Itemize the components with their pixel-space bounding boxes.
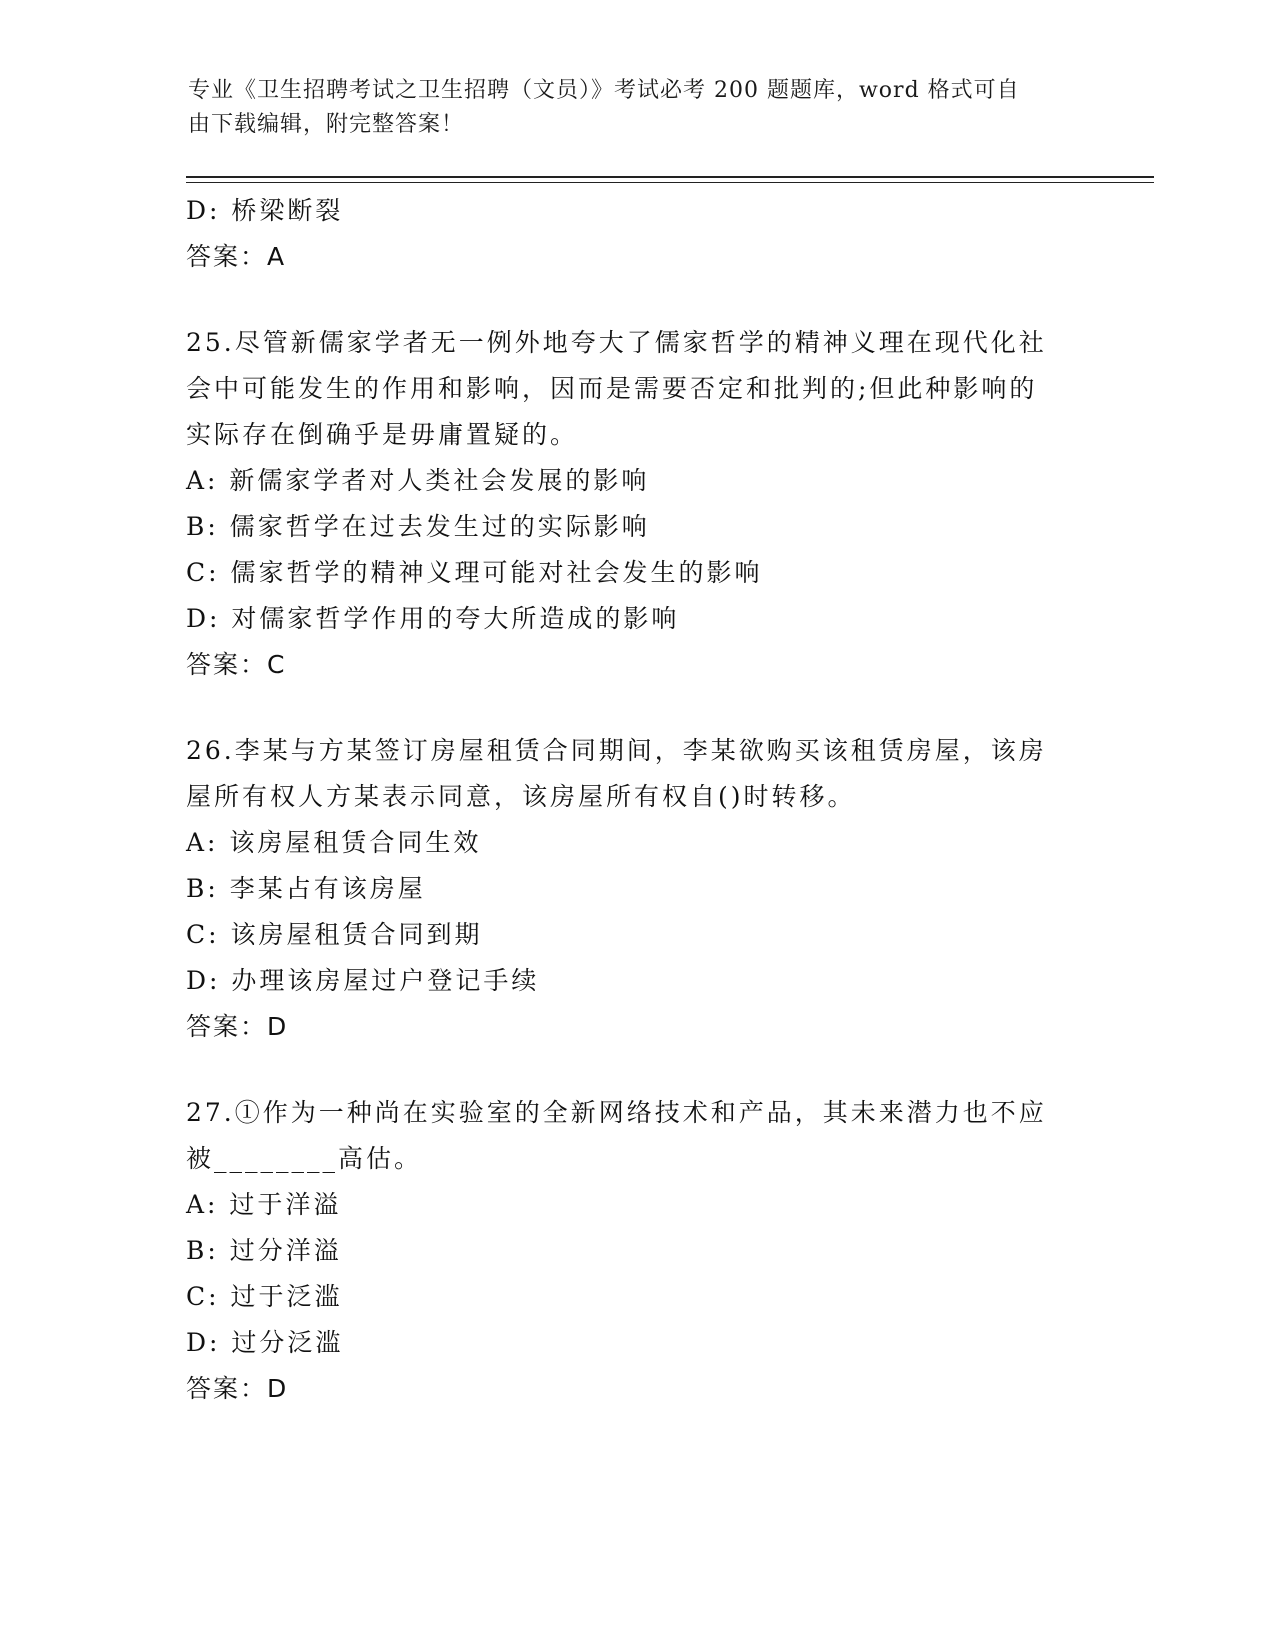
question-stem-line: 会中可能发生的作用和影响，因而是需要否定和批判的;但此种影响的 [186, 374, 1038, 403]
option-a: A: 新儒家学者对人类社会发展的影响 [186, 466, 650, 495]
question-stem-line: 27.①作为一种尚在实验室的全新网络技术和产品，其未来潜力也不应 [186, 1098, 1047, 1127]
question-stem-line: 26.李某与方某签订房屋租赁合同期间，李某欲购买该租赁房屋，该房 [186, 736, 1047, 765]
question-stem-line: 被________高估。 [186, 1144, 423, 1173]
previous-question-tail [186, 188, 1086, 280]
answer-line: 答案：D [186, 1374, 289, 1403]
option-c: C: 儒家哲学的精神义理可能对社会发生的影响 [186, 558, 763, 587]
option-a: A: 该房屋租赁合同生效 [186, 828, 482, 857]
option-b: B: 过分洋溢 [186, 1236, 342, 1265]
question-stem-line: 屋所有权人方某表示同意，该房屋所有权自()时转移。 [186, 782, 856, 811]
spacer [186, 1050, 1086, 1090]
spacer [186, 280, 1086, 320]
question-26 [186, 728, 1086, 1050]
option-b: B: 李某占有该房屋 [186, 874, 426, 903]
question-stem-line: 实际存在倒确乎是毋庸置疑的。 [186, 420, 579, 449]
question-27 [186, 1090, 1086, 1412]
option-c: C: 过于泛滥 [186, 1282, 343, 1311]
answer-line: 答案：C [186, 650, 287, 679]
document-body [186, 188, 1086, 1412]
header-divider-thin [186, 182, 1154, 183]
header-divider-thick [186, 176, 1154, 178]
header-line-1: 专业《卫生招聘考试之卫生招聘（文员）》考试必考 200 题题库，word 格式可自 [188, 78, 1020, 103]
answer-line: 答案：A [186, 242, 287, 271]
header-line-2: 由下载编辑，附完整答案！ [188, 112, 465, 137]
answer-line: 答案：D [186, 1012, 289, 1041]
option-d: D: 办理该房屋过户登记手续 [186, 966, 540, 995]
document-header [188, 74, 1068, 142]
option-d: D: 对儒家哲学作用的夸大所造成的影响 [186, 604, 680, 633]
option-d: D: 桥梁断裂 [186, 196, 344, 225]
option-d: D: 过分泛滥 [186, 1328, 344, 1357]
spacer [186, 688, 1086, 728]
option-b: B: 儒家哲学在过去发生过的实际影响 [186, 512, 650, 541]
question-25 [186, 320, 1086, 688]
question-stem-line: 25.尽管新儒家学者无一例外地夸大了儒家哲学的精神义理在现代化社 [186, 328, 1047, 357]
option-a: A: 过于洋溢 [186, 1190, 342, 1219]
option-c: C: 该房屋租赁合同到期 [186, 920, 483, 949]
